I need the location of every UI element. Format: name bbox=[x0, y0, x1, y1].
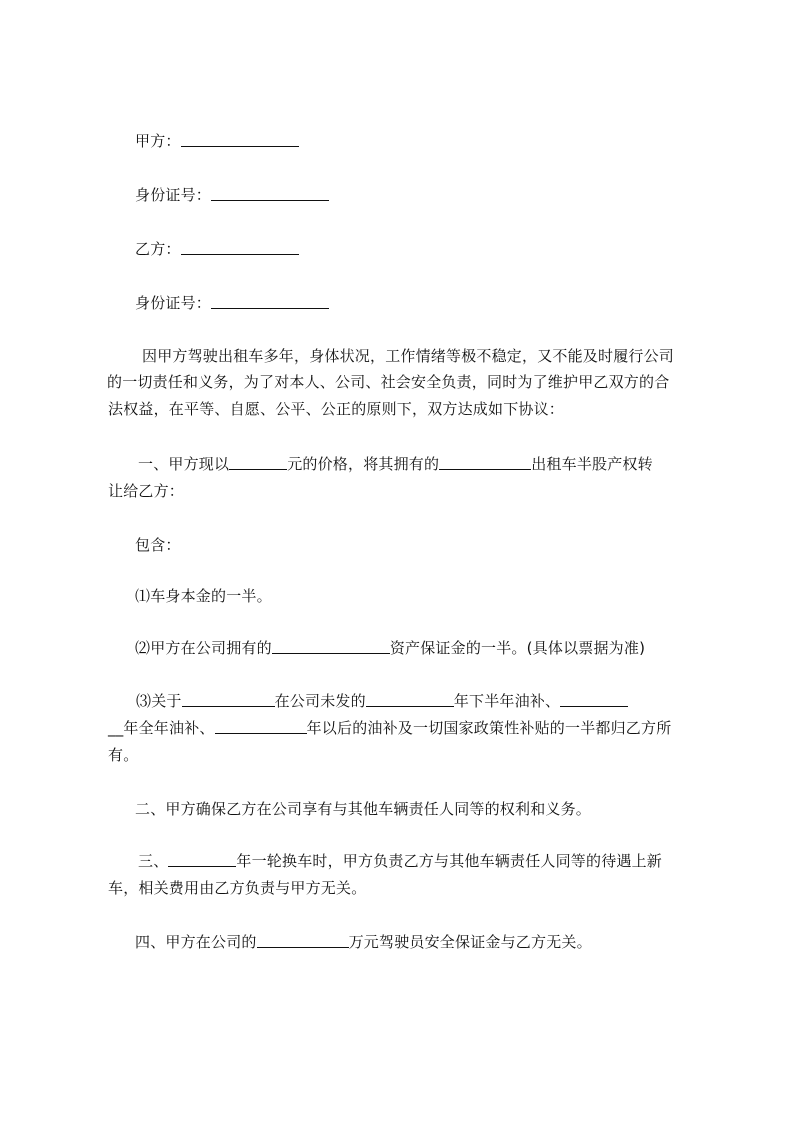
clause-1-line-2: 让给乙方： bbox=[108, 482, 185, 500]
clause-4-prefix: 四、甲方在公司的 bbox=[135, 933, 257, 951]
clause-1-price-blank bbox=[229, 455, 287, 470]
clause-3-suffix: 年一轮换车时，甲方负责乙方与其他车辆责任人同等的待遇上新 bbox=[236, 852, 663, 870]
item-3-blank-2 bbox=[366, 692, 454, 707]
clause-3-line-2: 车，相关费用由乙方负责与甲方无关。 bbox=[108, 879, 367, 897]
party-b-id-blank bbox=[211, 294, 329, 309]
intro-line-3: 法权益，在平等、自愿、公平、公正的原则下，双方达成如下协议： bbox=[108, 400, 565, 418]
item-3-blank-1 bbox=[182, 692, 275, 707]
party-b-line bbox=[135, 236, 725, 262]
party-b-id-line bbox=[135, 290, 725, 316]
item-3-line-1 bbox=[136, 688, 726, 714]
clause-3-prefix: 三、 bbox=[138, 852, 169, 870]
party-b-id-label: 身份证号： bbox=[135, 294, 212, 312]
item-2-prefix: ⑵甲方在公司拥有的 bbox=[135, 639, 272, 657]
clause-1-line-1 bbox=[138, 451, 728, 477]
item-2 bbox=[135, 635, 725, 661]
party-a-blank bbox=[181, 132, 299, 147]
clause-4-blank bbox=[257, 933, 349, 948]
party-b-label: 乙方： bbox=[135, 240, 181, 258]
party-a-id-label: 身份证号： bbox=[135, 186, 212, 204]
party-b-blank bbox=[181, 240, 299, 255]
clause-3-blank bbox=[168, 852, 236, 867]
intro-line-2: 的一切责任和义务，为了对本人、公司、社会安全负责，同时为了维护甲乙双方的合 bbox=[107, 373, 670, 391]
party-a-id-blank bbox=[211, 186, 329, 201]
item-2-suffix: 资产保证金的一半。(具体以票据为准) bbox=[389, 639, 646, 657]
party-a-line bbox=[135, 128, 725, 154]
clause-4-suffix: 万元驾驶员安全保证金与乙方无关。 bbox=[348, 933, 592, 951]
party-a-label: 甲方： bbox=[135, 132, 181, 150]
item-3-blank-3 bbox=[560, 692, 628, 707]
item-3-line-2-prefix: __年全年油补、 bbox=[108, 719, 215, 737]
item-2-blank bbox=[272, 639, 390, 654]
intro-line-1: 因甲方驾驶出租车多年，身体状况，工作情绪等极不稳定，又不能及时履行公司 bbox=[142, 347, 675, 365]
clause-2: 二、甲方确保乙方在公司享有与其他车辆责任人同等的权利和义务。 bbox=[135, 800, 592, 818]
party-a-id-line bbox=[135, 182, 725, 208]
item-3-mid-2: 年下半年油补、 bbox=[453, 692, 561, 710]
clause-1-suffix: 出租车半股产权转 bbox=[531, 455, 653, 473]
clause-4 bbox=[135, 929, 725, 955]
item-3-prefix: ⑶关于 bbox=[136, 692, 182, 710]
clause-1-prefix: 一、甲方现以 bbox=[138, 455, 230, 473]
item-3-blank-4 bbox=[215, 719, 307, 734]
clause-3-line-1 bbox=[138, 848, 728, 874]
item-3-line-2 bbox=[108, 715, 698, 741]
item-1: ⑴车身本金的一半。 bbox=[135, 587, 272, 605]
clause-1-mid: 元的价格，将其拥有的 bbox=[287, 455, 440, 473]
item-3-line-2-mid: 年以后的油补及一切国家政策性补贴的一半都归乙方所 bbox=[306, 719, 672, 737]
clause-1-vehicle-blank bbox=[439, 455, 531, 470]
include-label: 包含： bbox=[135, 536, 181, 554]
item-3-line-3: 有。 bbox=[108, 746, 139, 764]
item-3-mid-1: 在公司未发的 bbox=[274, 692, 366, 710]
